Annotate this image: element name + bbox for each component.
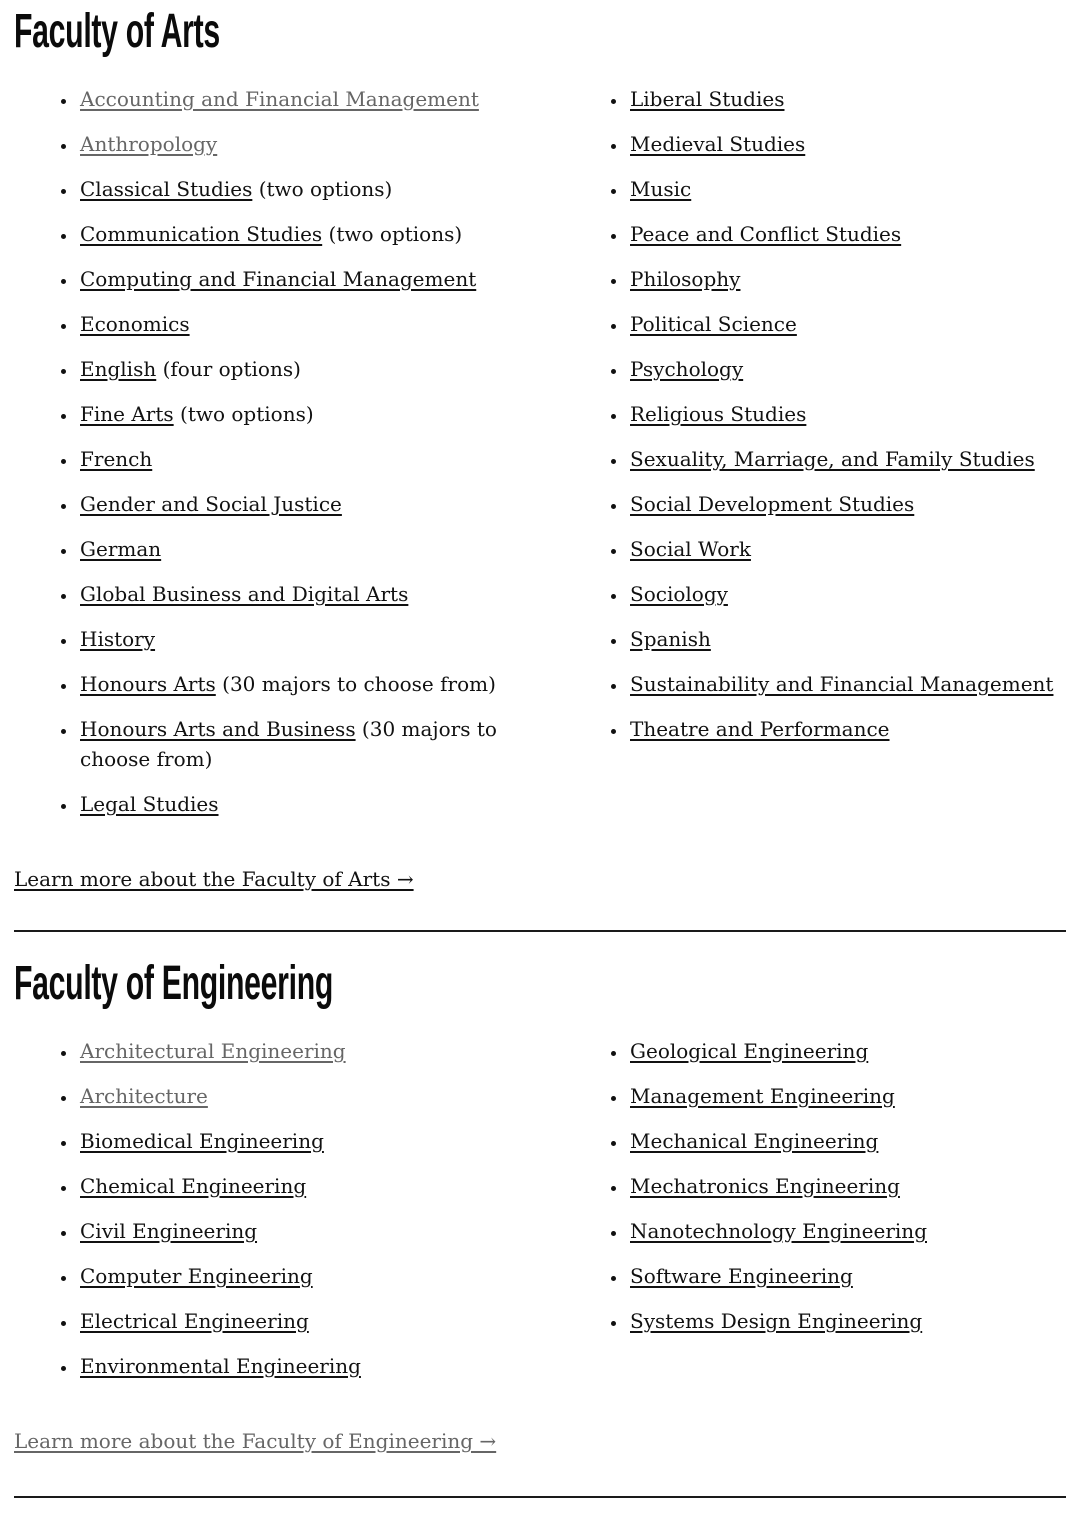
program-item xyxy=(78,1216,516,1246)
program-item xyxy=(78,1171,516,1201)
program-list-arts-left xyxy=(14,84,516,834)
program-list-engineering-left xyxy=(14,1036,516,1396)
program-item xyxy=(78,219,516,249)
program-item xyxy=(628,129,1066,159)
program-item xyxy=(78,1261,516,1291)
program-link[interactable]: Philosophy xyxy=(630,267,741,291)
program-link[interactable]: French xyxy=(80,447,153,471)
program-item xyxy=(78,264,516,294)
program-item xyxy=(78,1306,516,1336)
program-list-engineering-right xyxy=(564,1036,1066,1351)
program-link[interactable]: Honours Arts and Business xyxy=(80,717,356,741)
program-link[interactable]: Anthropology xyxy=(80,132,218,156)
program-item xyxy=(628,1081,1066,1111)
program-item xyxy=(628,309,1066,339)
program-link[interactable]: Classical Studies xyxy=(80,177,253,201)
program-suffix: (two options) xyxy=(322,222,463,246)
program-list-arts-right xyxy=(564,84,1066,759)
program-link[interactable]: Electrical Engineering xyxy=(80,1309,309,1333)
bottom-divider xyxy=(14,1496,1066,1498)
section-divider xyxy=(14,930,1066,932)
program-link[interactable]: Global Business and Digital Arts xyxy=(80,582,409,606)
program-item xyxy=(628,1171,1066,1201)
program-link[interactable]: Nanotechnology Engineering xyxy=(630,1219,927,1243)
program-item xyxy=(628,579,1066,609)
program-link[interactable]: Software Engineering xyxy=(630,1264,853,1288)
program-link[interactable]: Psychology xyxy=(630,357,744,381)
program-item xyxy=(628,624,1066,654)
learn-more-engineering-link[interactable]: Learn more about the Faculty of Engineering → xyxy=(14,1429,497,1453)
program-item xyxy=(628,264,1066,294)
program-item xyxy=(78,534,516,564)
program-link[interactable]: Peace and Conflict Studies xyxy=(630,222,902,246)
program-link[interactable]: Political Science xyxy=(630,312,797,336)
program-item xyxy=(78,624,516,654)
program-link[interactable]: Communication Studies xyxy=(80,222,323,246)
program-link[interactable]: Liberal Studies xyxy=(630,87,785,111)
program-link[interactable]: Sustainability and Financial Management xyxy=(630,672,1054,696)
program-item xyxy=(628,84,1066,114)
program-link[interactable]: Biomedical Engineering xyxy=(80,1129,324,1153)
program-item xyxy=(628,489,1066,519)
program-link[interactable]: Theatre and Performance xyxy=(630,717,890,741)
program-columns-engineering xyxy=(14,1036,1066,1396)
program-suffix: (two options) xyxy=(173,402,314,426)
program-item xyxy=(78,444,516,474)
program-link[interactable]: English xyxy=(80,357,157,381)
program-item xyxy=(628,1036,1066,1066)
program-item xyxy=(628,354,1066,384)
program-item xyxy=(78,1351,516,1381)
program-item xyxy=(628,1306,1066,1336)
program-link[interactable]: Architecture xyxy=(80,1084,208,1108)
program-item xyxy=(78,174,516,204)
program-columns-arts xyxy=(14,84,1066,834)
section-title-engineering xyxy=(14,958,1066,1010)
program-item xyxy=(78,309,516,339)
program-link[interactable]: Spanish xyxy=(630,627,711,651)
program-link[interactable]: Economics xyxy=(80,312,190,336)
program-item xyxy=(78,1036,516,1066)
program-suffix: (30 majors to choose from) xyxy=(80,717,497,771)
faculty-arts-section xyxy=(14,6,1066,894)
program-item xyxy=(78,399,516,429)
program-item xyxy=(628,1216,1066,1246)
program-link[interactable]: Medieval Studies xyxy=(630,132,806,156)
program-link[interactable]: Geological Engineering xyxy=(630,1039,869,1063)
program-link[interactable]: Systems Design Engineering xyxy=(630,1309,923,1333)
program-link[interactable]: Sociology xyxy=(630,582,728,606)
program-item xyxy=(628,444,1066,474)
program-link[interactable]: Accounting and Financial Management xyxy=(80,87,479,111)
program-link[interactable]: Mechanical Engineering xyxy=(630,1129,879,1153)
program-item xyxy=(78,1081,516,1111)
program-item xyxy=(628,219,1066,249)
program-item xyxy=(628,1261,1066,1291)
program-item xyxy=(78,129,516,159)
program-item xyxy=(78,84,516,114)
program-item xyxy=(628,399,1066,429)
program-link[interactable]: Architectural Engineering xyxy=(80,1039,346,1063)
program-link[interactable]: German xyxy=(80,537,162,561)
program-link[interactable]: Gender and Social Justice xyxy=(80,492,342,516)
program-link[interactable]: Computing and Financial Management xyxy=(80,267,477,291)
program-link[interactable]: Environmental Engineering xyxy=(80,1354,361,1378)
program-link[interactable]: Religious Studies xyxy=(630,402,807,426)
program-item xyxy=(78,579,516,609)
program-link[interactable]: Mechatronics Engineering xyxy=(630,1174,900,1198)
program-item xyxy=(78,1126,516,1156)
program-suffix: (four options) xyxy=(156,357,301,381)
program-link[interactable]: Chemical Engineering xyxy=(80,1174,307,1198)
section-title-engineering-text: Faculty of Engineering xyxy=(14,957,334,1010)
program-item xyxy=(78,354,516,384)
program-link[interactable]: Social Work xyxy=(630,537,751,561)
program-item xyxy=(628,174,1066,204)
program-link[interactable]: Legal Studies xyxy=(80,792,219,816)
program-link[interactable]: Management Engineering xyxy=(630,1084,895,1108)
program-link[interactable]: Sexuality, Marriage, and Family Studies xyxy=(630,447,1035,471)
section-title-arts xyxy=(14,6,1066,58)
program-suffix: (two options) xyxy=(252,177,393,201)
program-link[interactable]: Fine Arts xyxy=(80,402,174,426)
program-item xyxy=(78,489,516,519)
program-link[interactable]: History xyxy=(80,627,156,651)
program-item xyxy=(628,714,1066,744)
faculty-engineering-section xyxy=(14,958,1066,1456)
program-item xyxy=(628,1126,1066,1156)
program-link[interactable]: Honours Arts xyxy=(80,672,216,696)
program-link[interactable]: Civil Engineering xyxy=(80,1219,258,1243)
program-suffix: (30 majors to choose from) xyxy=(215,672,496,696)
program-item xyxy=(628,669,1066,699)
program-item xyxy=(78,714,516,774)
program-item xyxy=(628,534,1066,564)
program-link[interactable]: Computer Engineering xyxy=(80,1264,313,1288)
program-link[interactable]: Music xyxy=(630,177,692,201)
learn-more-arts-link[interactable]: Learn more about the Faculty of Arts → xyxy=(14,867,414,891)
program-link[interactable]: Social Development Studies xyxy=(630,492,915,516)
section-title-arts-text: Faculty of Arts xyxy=(14,5,220,58)
program-item xyxy=(78,789,516,819)
program-item xyxy=(78,669,516,699)
